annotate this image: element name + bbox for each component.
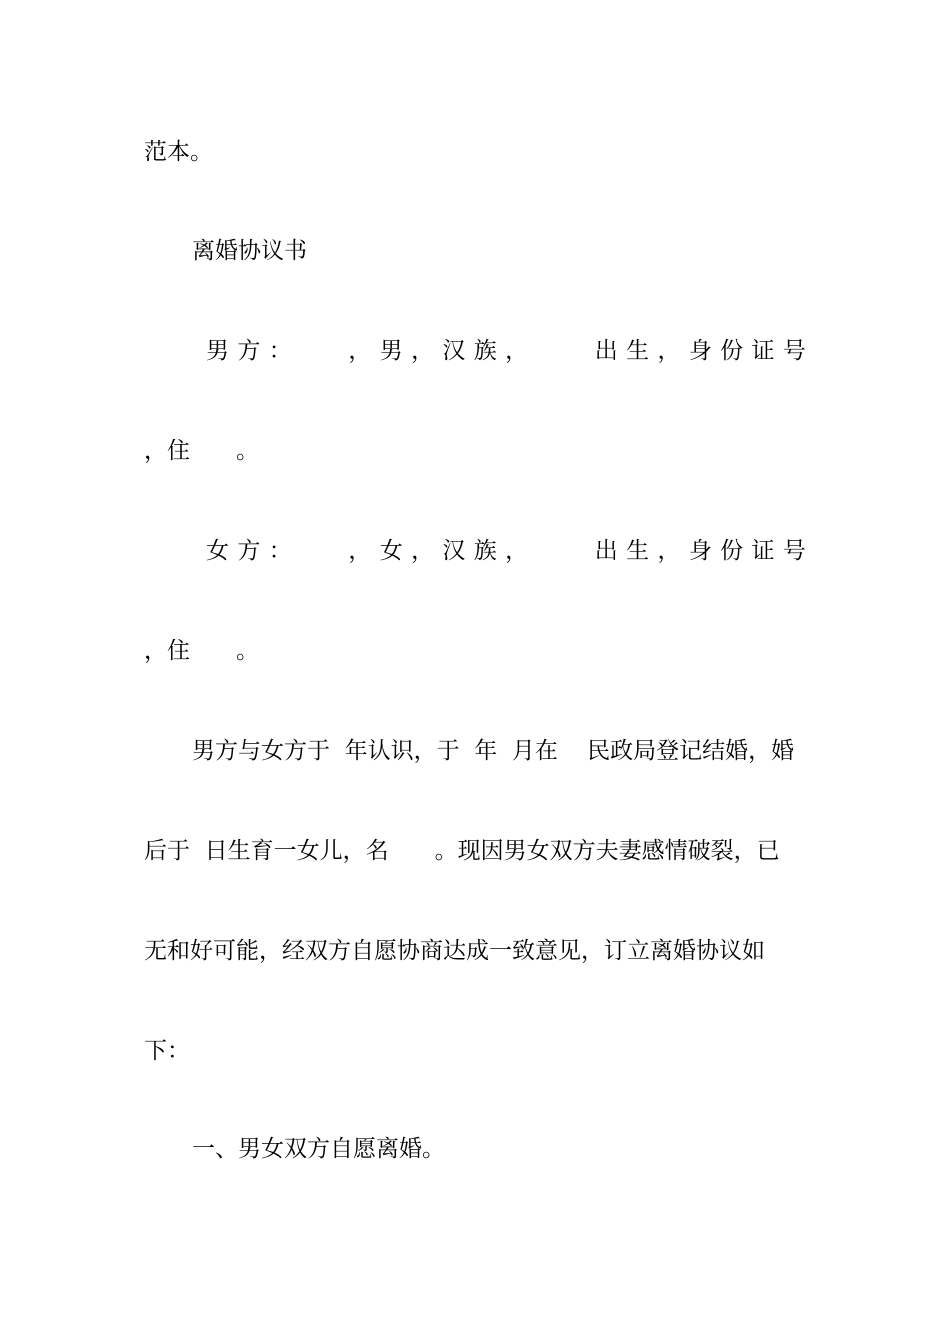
- char: 出: [594, 538, 618, 564]
- char: 号: [782, 338, 806, 364]
- blank-date: [536, 336, 586, 366]
- clause-1: 一、男女双方自愿离婚。: [192, 1136, 445, 1162]
- char: 族: [473, 538, 497, 564]
- char: 生: [626, 338, 650, 364]
- char: ，: [505, 338, 529, 364]
- char: 证: [751, 538, 775, 564]
- paragraph-line-4: 下：: [144, 1038, 190, 1064]
- char: 号: [782, 538, 806, 564]
- text-line-fanben: 范本。: [144, 139, 213, 165]
- char: 身: [688, 538, 712, 564]
- char: 出: [594, 338, 618, 364]
- char: ，: [348, 338, 372, 364]
- char: 男: [206, 338, 229, 364]
- blank-date: [536, 536, 586, 566]
- char: ，: [657, 338, 681, 364]
- char: 女: [206, 538, 229, 564]
- char: ，: [411, 538, 435, 564]
- char: ，: [411, 338, 435, 364]
- char: 汉: [442, 338, 466, 364]
- male-party-line: [206, 336, 806, 366]
- char: 生: [626, 538, 650, 564]
- paragraph-line-1: 男方与女方于 年认识，于 年 月在 民政局登记结婚，婚: [192, 738, 795, 764]
- blank-name: [300, 336, 340, 366]
- paragraph-line-2: 后于 日生育一女儿，名 。现因男女双方夫妻感情破裂，已: [144, 838, 780, 864]
- char: ：: [268, 338, 292, 364]
- female-party-line: [206, 536, 806, 566]
- char: 身: [688, 338, 712, 364]
- char: 方: [237, 338, 261, 364]
- char: 方: [237, 538, 261, 564]
- blank-name: [300, 536, 340, 566]
- char: ，: [348, 538, 372, 564]
- char: 汉: [442, 538, 466, 564]
- char: 男: [379, 338, 403, 364]
- paragraph-line-3: 无和好可能，经双方自愿协商达成一致意见，订立离婚协议如: [144, 938, 765, 964]
- char: 份: [720, 338, 744, 364]
- char: ，: [657, 538, 681, 564]
- char: 份: [720, 538, 744, 564]
- char: 证: [751, 338, 775, 364]
- male-address-line: ，住 。: [144, 438, 259, 464]
- char: ，: [505, 538, 529, 564]
- char: 女: [379, 538, 403, 564]
- female-address-line: ，住 。: [144, 638, 259, 664]
- char: ：: [268, 538, 292, 564]
- document-title: 离婚协议书: [192, 238, 307, 264]
- char: 族: [473, 338, 497, 364]
